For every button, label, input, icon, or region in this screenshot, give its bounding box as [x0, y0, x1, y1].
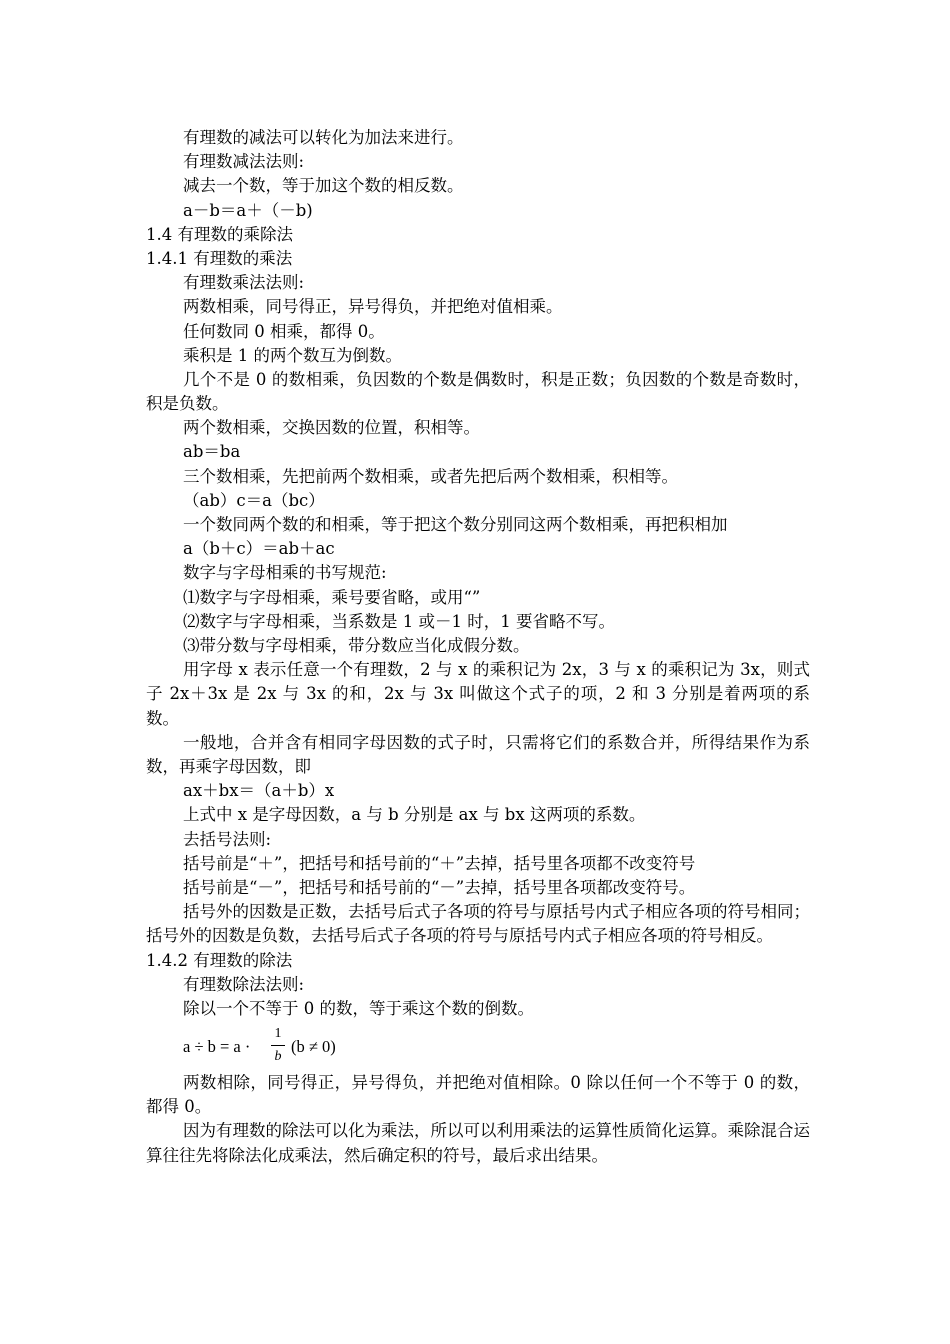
subsection-heading: 1.4.2 有理数的除法 [146, 950, 293, 970]
text-line: 括号前是“＋”，把括号和括号前的“＋”去掉，括号里各项都不改变符号 [183, 853, 696, 873]
paragraph: 因为有理数的除法可以化为乘法，所以可以利用乘法的运算性质简化运算。乘除混合运算往往先将除法化成乘法，然后确定积的符号，最后求出结果。 [146, 1121, 810, 1165]
list-item: ⑵数字与字母相乘，当系数是 1 或－1 时，1 要省略不写。 [183, 611, 615, 631]
text-line: 除以一个不等于 0 的数，等于乘这个数的倒数。 [183, 998, 534, 1018]
text-line: 括号前是“－”，把括号和括号前的“－”去掉，括号里各项都改变符号。 [183, 877, 696, 897]
paragraph: 用字母 x 表示任意一个有理数，2 与 x 的乘积记为 2x，3 与 x 的乘积记为 3x，则式子 2x＋3x 是 2x 与 3x 的和，2x 与 3x 叫做这个式子的项，2 和 3 分别是着两项的系数。 [146, 660, 810, 728]
section-heading: 1.4 有理数的乘除法 [146, 224, 293, 244]
text-line: 有理数的减法可以转化为加法来进行。 [183, 128, 464, 147]
formula-line: ab＝ba [183, 442, 241, 462]
text-line: 有理数乘法法则: [183, 273, 305, 293]
text-line: 有理数减法法则: [183, 152, 305, 172]
fraction-bar [271, 1045, 285, 1046]
formula-line: ax＋bx＝（a＋b）x [183, 781, 335, 801]
formula-line: a－b＝a＋（－b) [183, 200, 313, 220]
text-line: 上式中 x 是字母因数，a 与 b 分别是 ax 与 bx 这两项的系数。 [183, 805, 646, 825]
text-line: 去括号法则: [183, 829, 272, 849]
division-formula [146, 1021, 810, 1071]
text-line: 一个数同两个数的和相乘，等于把这个数分别同这两个数相乘，再把积相加 [183, 515, 728, 535]
formula-line: （ab）c＝a（bc） [183, 490, 325, 510]
list-item: ⑴数字与字母相乘，乘号要省略，或用“” [183, 587, 481, 607]
text-line: 数字与字母相乘的书写规范: [183, 563, 387, 583]
paragraph: 几个不是 0 的数相乘，负因数的个数是偶数时，积是正数；负因数的个数是奇数时，积是负数。 [146, 369, 810, 414]
fraction-denominator: b [274, 1049, 282, 1065]
fraction [271, 1025, 285, 1066]
text-line: 三个数相乘，先把前两个数相乘，或者先把后两个数相乘，积相等。 [183, 466, 678, 486]
text-line: 任何数同 0 相乘，都得 0。 [183, 321, 385, 341]
text-line: 两个数相乘，交换因数的位置，积相等。 [183, 418, 480, 438]
paragraph: 括号外的因数是正数，去括号后式子各项的符号与原括号内式子相应各项的符号相同；括号外的因数是负数，去括号后式子各项的符号与原括号内式子相应各项的符号相反。 [146, 902, 810, 946]
division-formula-lhs: a ÷ b = a · [183, 1037, 251, 1057]
text-line: 有理数除法法则: [183, 974, 305, 994]
list-item: ⑶带分数与字母相乘，带分数应当化成假分数。 [183, 635, 530, 655]
fraction-numerator: 1 [274, 1026, 282, 1042]
text-line: 减去一个数，等于加这个数的相反数。 [183, 176, 464, 196]
division-formula-rhs: (b ≠ 0) [291, 1037, 336, 1057]
subsection-heading: 1.4.1 有理数的乘法 [146, 248, 293, 268]
text-line: 乘积是 1 的两个数互为倒数。 [183, 345, 402, 365]
document-page [146, 126, 810, 1168]
text-line: 两数相乘，同号得正，异号得负，并把绝对值相乘。 [183, 297, 563, 317]
formula-line: a（b＋c）＝ab＋ac [183, 539, 335, 559]
paragraph: 一般地，合并含有相同字母因数的式子时，只需将它们的系数合并，所得结果作为系数，再乘字母因数，即 [146, 732, 810, 776]
paragraph: 两数相除，同号得正，异号得负，并把绝对值相除。0 除以任何一个不等于 0 的数，都得 0。 [146, 1073, 810, 1117]
